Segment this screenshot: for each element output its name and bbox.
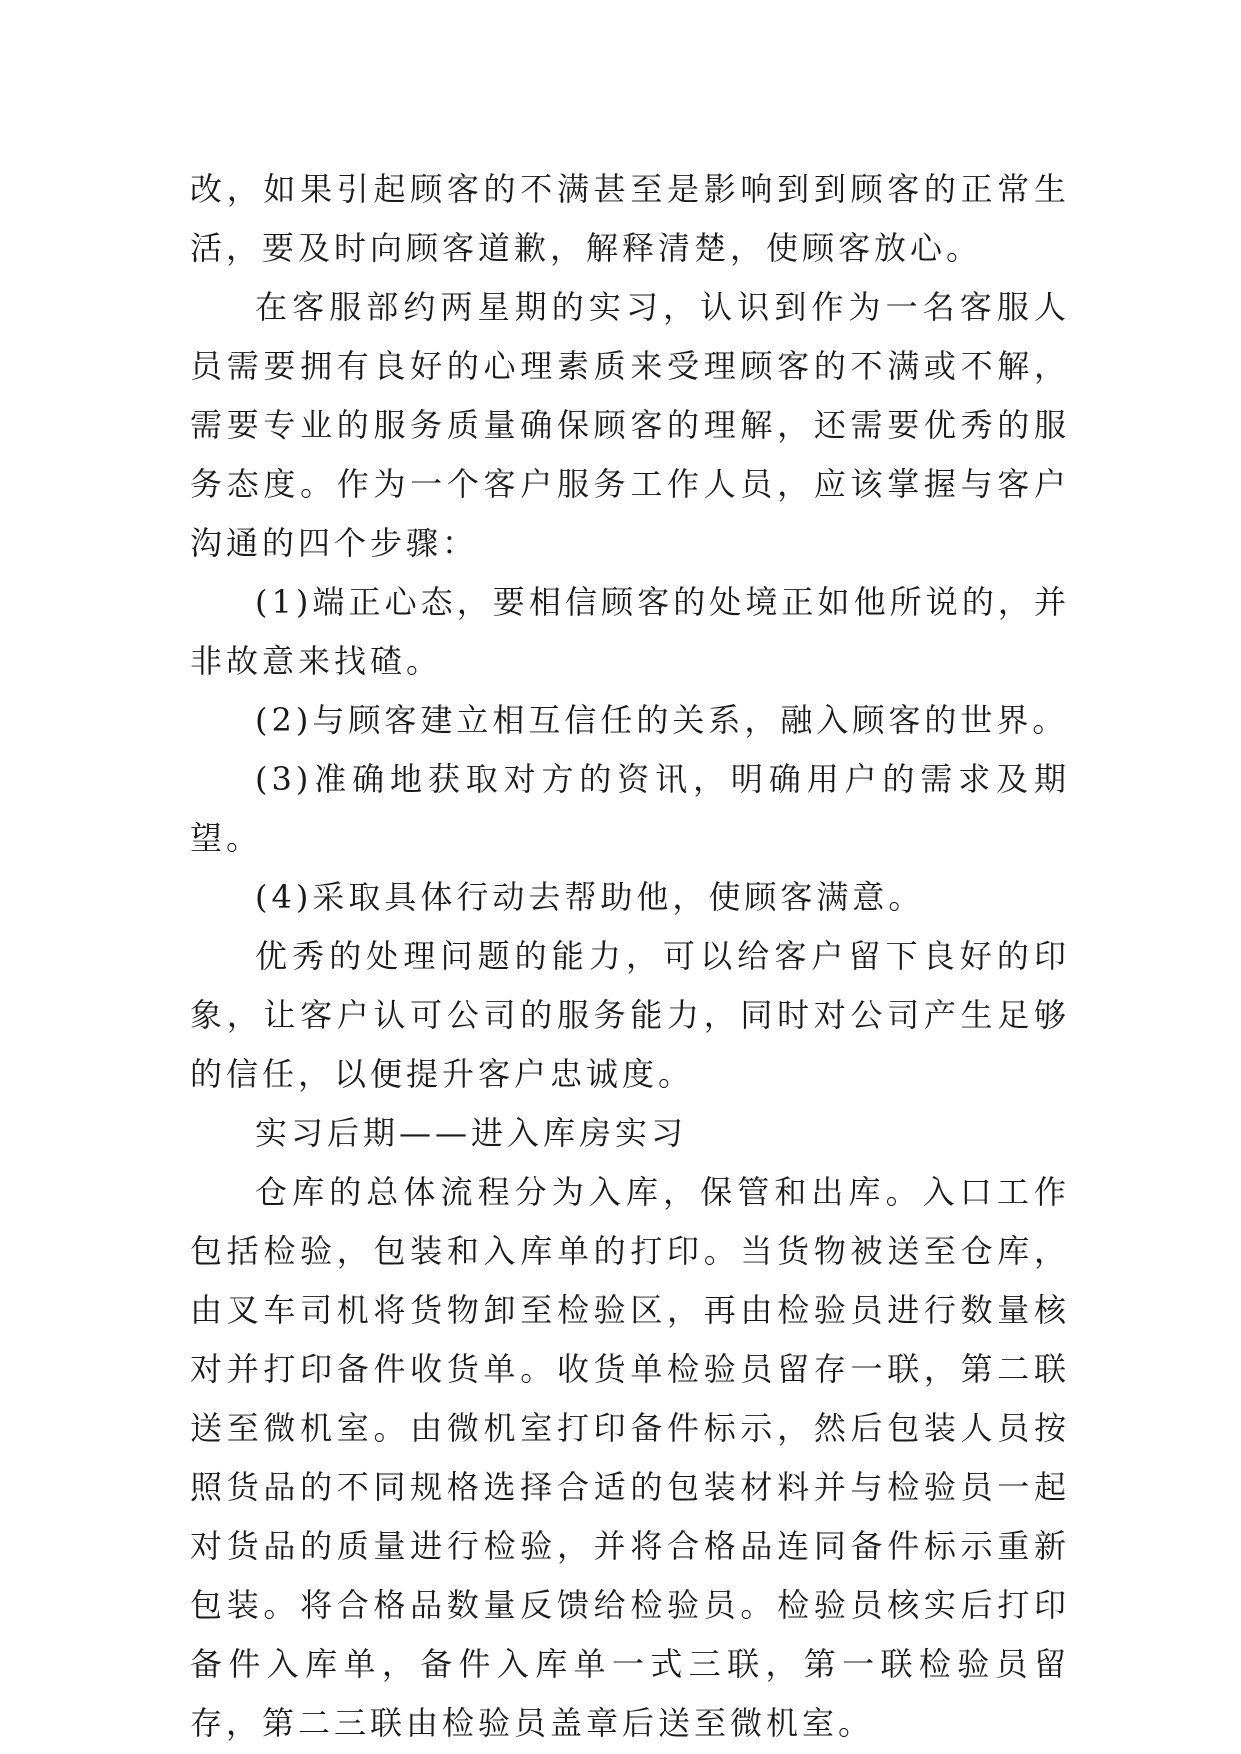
paragraph-1: 改，如果引起顾客的不满甚至是影响到到顾客的正常生活，要及时向顾客道歉，解释清楚，使顾客放心。 — [190, 170, 1070, 267]
paragraph-step-1: (1)端正心态，要相信顾客的处境正如他所说的，并非故意来找碴。 — [190, 583, 1070, 680]
section-heading: 实习后期——进入库房实习 — [255, 1114, 688, 1152]
paragraph-step-4: (4)采取具体行动去帮助他，使顾客满意。 — [255, 878, 925, 916]
paragraph-4: 仓库的总体流程分为入库，保管和出库。入口工作包括检验，包装和入库单的打印。当货物被送至仓库，由叉车司机将货物卸至检验区，再由检验员进行数量核对并打印备件收货单。收货单检验员留存一联，第二联送至微机室。由微机室打印备件标示，然后包装人员按照货品的不同规格选择合适的包装材料并与检验员一起对货品的质量进行检验，并将合格品连同备件标示重新包装。将合格品数量反馈给检验员。检验员核实后打印备件入库单，备件入库单一式三联，第一联检验员留存，第二三联由检验员盖章后送至微机室。 — [190, 1173, 1070, 1742]
body-text — [190, 160, 1070, 1753]
paragraph-2: 在客服部约两星期的实习，认识到作为一名客服人员需要拥有良好的心理素质来受理顾客的不满或不解，需要专业的服务质量确保顾客的理解，还需要优秀的服务态度。作为一个客户服务工作人员，应该掌握与客户沟通的四个步骤： — [190, 288, 1070, 562]
paragraph-3: 优秀的处理问题的能力，可以给客户留下良好的印象，让客户认可公司的服务能力，同时对公司产生足够的信任，以便提升客户忠诚度。 — [190, 937, 1070, 1093]
paragraph-step-3: (3)准确地获取对方的资讯，明确用户的需求及期望。 — [190, 760, 1070, 857]
paragraph-step-2: (2)与顾客建立相互信任的关系，融入顾客的世界。 — [255, 701, 1069, 739]
